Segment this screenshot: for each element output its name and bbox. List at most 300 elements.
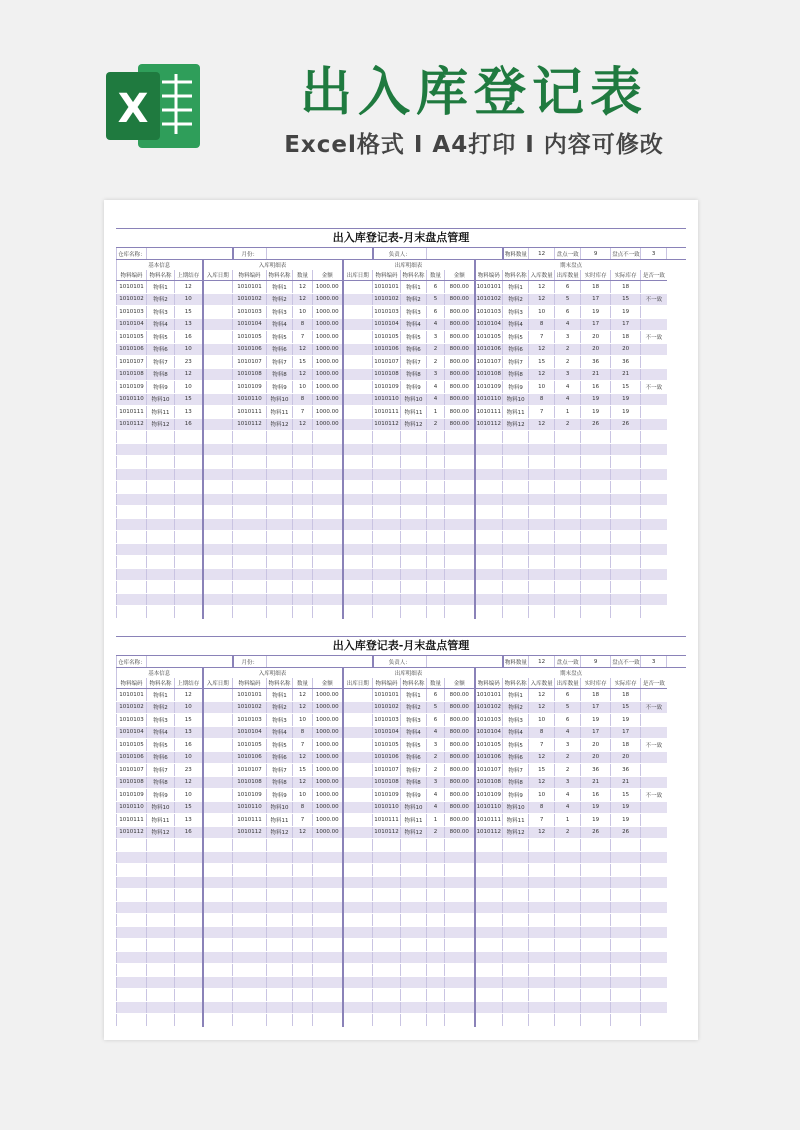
table-cell[interactable]: 1010107	[475, 356, 503, 369]
table-cell[interactable]: 物料5	[147, 331, 175, 344]
empty-cell[interactable]	[445, 443, 475, 456]
table-cell[interactable]: 1010104	[233, 726, 267, 739]
empty-cell[interactable]	[373, 889, 401, 902]
table-cell[interactable]: 12	[529, 689, 555, 702]
empty-cell[interactable]	[445, 889, 475, 902]
empty-cell[interactable]	[267, 1001, 293, 1014]
empty-cell[interactable]	[233, 964, 267, 977]
table-cell[interactable]: 12	[529, 776, 555, 789]
empty-cell[interactable]	[475, 989, 503, 1002]
empty-cell[interactable]	[343, 914, 373, 927]
empty-cell[interactable]	[203, 493, 233, 506]
empty-cell[interactable]	[117, 976, 147, 989]
empty-cell[interactable]	[147, 989, 175, 1002]
month-value[interactable]	[267, 656, 373, 668]
empty-cell[interactable]	[233, 543, 267, 556]
table-cell[interactable]: 19	[611, 393, 641, 406]
empty-cell[interactable]	[233, 1001, 267, 1014]
table-cell[interactable]: 16	[581, 789, 611, 802]
table-cell[interactable]: 物料6	[147, 751, 175, 764]
empty-cell[interactable]	[581, 606, 611, 619]
empty-cell[interactable]	[203, 456, 233, 469]
table-cell[interactable]: 1010101	[373, 689, 401, 702]
empty-cell[interactable]	[147, 568, 175, 581]
empty-cell[interactable]	[203, 468, 233, 481]
empty-cell[interactable]	[475, 839, 503, 852]
table-cell[interactable]: 1000.00	[313, 751, 343, 764]
empty-cell[interactable]	[233, 468, 267, 481]
empty-cell[interactable]	[427, 951, 445, 964]
table-cell[interactable]: 物料10	[401, 393, 427, 406]
empty-cell[interactable]	[373, 593, 401, 606]
empty-cell[interactable]	[555, 864, 581, 877]
empty-cell[interactable]	[175, 581, 203, 594]
empty-cell[interactable]	[343, 556, 373, 569]
empty-cell[interactable]	[117, 543, 147, 556]
table-cell[interactable]: 800.00	[445, 776, 475, 789]
table-cell[interactable]	[343, 418, 373, 431]
table-cell[interactable]: 物料9	[503, 789, 529, 802]
empty-cell[interactable]	[503, 593, 529, 606]
table-cell[interactable]: 1010111	[117, 406, 147, 419]
table-cell[interactable]: 1010101	[233, 689, 267, 702]
table-cell[interactable]: 物料4	[401, 318, 427, 331]
empty-cell[interactable]	[233, 939, 267, 952]
empty-cell[interactable]	[117, 556, 147, 569]
table-cell[interactable]	[343, 726, 373, 739]
empty-cell[interactable]	[581, 889, 611, 902]
empty-cell[interactable]	[427, 431, 445, 444]
empty-cell[interactable]	[401, 443, 427, 456]
empty-cell[interactable]	[313, 456, 343, 469]
empty-cell[interactable]	[529, 989, 555, 1002]
empty-cell[interactable]	[427, 481, 445, 494]
table-cell[interactable]: 1010112	[233, 418, 267, 431]
table-cell[interactable]: 1000.00	[313, 318, 343, 331]
table-cell[interactable]: 物料9	[401, 789, 427, 802]
empty-cell[interactable]	[529, 518, 555, 531]
table-cell[interactable]: 1000.00	[313, 356, 343, 369]
empty-cell[interactable]	[147, 901, 175, 914]
empty-cell[interactable]	[203, 518, 233, 531]
empty-cell[interactable]	[555, 951, 581, 964]
empty-cell[interactable]	[343, 543, 373, 556]
table-cell[interactable]: 物料5	[401, 739, 427, 752]
empty-cell[interactable]	[445, 531, 475, 544]
table-cell[interactable]: 2	[555, 343, 581, 356]
table-cell[interactable]: 15	[611, 293, 641, 306]
empty-cell[interactable]	[427, 839, 445, 852]
table-cell[interactable]: 物料11	[267, 406, 293, 419]
table-cell[interactable]: 16	[175, 418, 203, 431]
empty-cell[interactable]	[203, 443, 233, 456]
empty-cell[interactable]	[611, 939, 641, 952]
empty-cell[interactable]	[313, 889, 343, 902]
empty-cell[interactable]	[401, 839, 427, 852]
empty-cell[interactable]	[373, 468, 401, 481]
empty-cell[interactable]	[203, 851, 233, 864]
table-cell[interactable]	[203, 776, 233, 789]
empty-cell[interactable]	[475, 456, 503, 469]
empty-cell[interactable]	[401, 939, 427, 952]
table-cell[interactable]: 物料7	[503, 764, 529, 777]
empty-cell[interactable]	[147, 964, 175, 977]
empty-cell[interactable]	[203, 876, 233, 889]
table-cell[interactable]: 2	[555, 418, 581, 431]
empty-cell[interactable]	[503, 901, 529, 914]
table-cell[interactable]	[343, 368, 373, 381]
empty-cell[interactable]	[611, 914, 641, 927]
empty-cell[interactable]	[313, 939, 343, 952]
empty-cell[interactable]	[313, 914, 343, 927]
empty-cell[interactable]	[267, 839, 293, 852]
empty-cell[interactable]	[641, 976, 667, 989]
table-cell[interactable]	[203, 281, 233, 294]
empty-cell[interactable]	[401, 951, 427, 964]
table-cell[interactable]: 物料5	[147, 739, 175, 752]
empty-cell[interactable]	[293, 939, 313, 952]
empty-cell[interactable]	[175, 568, 203, 581]
table-cell[interactable]	[641, 418, 667, 431]
table-cell[interactable]: 4	[555, 726, 581, 739]
table-cell[interactable]: 物料11	[401, 814, 427, 827]
table-cell[interactable]: 6	[427, 689, 445, 702]
empty-cell[interactable]	[373, 839, 401, 852]
table-cell[interactable]: 物料11	[267, 814, 293, 827]
empty-cell[interactable]	[343, 864, 373, 877]
empty-cell[interactable]	[343, 443, 373, 456]
table-cell[interactable]: 物料3	[147, 714, 175, 727]
table-cell[interactable]: 12	[175, 281, 203, 294]
empty-cell[interactable]	[641, 864, 667, 877]
empty-cell[interactable]	[555, 901, 581, 914]
empty-cell[interactable]	[233, 926, 267, 939]
table-cell[interactable]: 物料7	[267, 764, 293, 777]
empty-cell[interactable]	[529, 456, 555, 469]
empty-cell[interactable]	[175, 1014, 203, 1027]
empty-cell[interactable]	[529, 1001, 555, 1014]
table-cell[interactable]: 12	[293, 826, 313, 839]
table-cell[interactable]: 1010110	[475, 801, 503, 814]
table-cell[interactable]: 1010102	[475, 293, 503, 306]
table-cell[interactable]: 1010108	[373, 776, 401, 789]
table-cell[interactable]: 1010110	[233, 393, 267, 406]
empty-cell[interactable]	[373, 864, 401, 877]
table-cell[interactable]: 1000.00	[313, 689, 343, 702]
table-cell[interactable]: 4	[555, 789, 581, 802]
empty-cell[interactable]	[641, 531, 667, 544]
empty-cell[interactable]	[373, 914, 401, 927]
empty-cell[interactable]	[641, 468, 667, 481]
table-cell[interactable]: 10	[293, 381, 313, 394]
empty-cell[interactable]	[313, 518, 343, 531]
empty-cell[interactable]	[427, 493, 445, 506]
table-cell[interactable]: 800.00	[445, 356, 475, 369]
empty-cell[interactable]	[203, 1001, 233, 1014]
table-cell[interactable]: 物料2	[267, 293, 293, 306]
table-cell[interactable]: 1000.00	[313, 331, 343, 344]
table-cell[interactable]	[203, 826, 233, 839]
table-cell[interactable]: 19	[581, 801, 611, 814]
table-cell[interactable]: 1010102	[373, 701, 401, 714]
empty-cell[interactable]	[445, 468, 475, 481]
table-cell[interactable]: 3	[555, 776, 581, 789]
empty-cell[interactable]	[581, 914, 611, 927]
table-cell[interactable]: 4	[427, 393, 445, 406]
empty-cell[interactable]	[641, 456, 667, 469]
table-cell[interactable]: 12	[175, 368, 203, 381]
empty-cell[interactable]	[401, 581, 427, 594]
empty-cell[interactable]	[175, 914, 203, 927]
table-cell[interactable]: 12	[529, 343, 555, 356]
empty-cell[interactable]	[343, 989, 373, 1002]
table-cell[interactable]: 物料12	[503, 418, 529, 431]
table-cell[interactable]: 4	[427, 789, 445, 802]
empty-cell[interactable]	[175, 889, 203, 902]
empty-cell[interactable]	[343, 606, 373, 619]
empty-cell[interactable]	[611, 443, 641, 456]
empty-cell[interactable]	[581, 1001, 611, 1014]
table-cell[interactable]: 26	[611, 418, 641, 431]
empty-cell[interactable]	[313, 976, 343, 989]
empty-cell[interactable]	[555, 443, 581, 456]
table-cell[interactable]: 物料11	[503, 814, 529, 827]
table-cell[interactable]: 物料8	[147, 368, 175, 381]
empty-cell[interactable]	[117, 951, 147, 964]
table-cell[interactable]: 1000.00	[313, 418, 343, 431]
empty-cell[interactable]	[503, 951, 529, 964]
table-cell[interactable]: 物料6	[503, 751, 529, 764]
table-cell[interactable]: 5	[555, 293, 581, 306]
empty-cell[interactable]	[203, 606, 233, 619]
empty-cell[interactable]	[175, 901, 203, 914]
empty-cell[interactable]	[427, 926, 445, 939]
empty-cell[interactable]	[475, 926, 503, 939]
table-cell[interactable]: 1010109	[233, 789, 267, 802]
empty-cell[interactable]	[401, 976, 427, 989]
table-cell[interactable]	[641, 814, 667, 827]
empty-cell[interactable]	[147, 443, 175, 456]
empty-cell[interactable]	[529, 851, 555, 864]
empty-cell[interactable]	[117, 889, 147, 902]
table-cell[interactable]	[203, 393, 233, 406]
table-cell[interactable]: 物料10	[503, 393, 529, 406]
empty-cell[interactable]	[267, 989, 293, 1002]
empty-cell[interactable]	[147, 976, 175, 989]
empty-cell[interactable]	[267, 493, 293, 506]
table-cell[interactable]: 12	[293, 776, 313, 789]
empty-cell[interactable]	[445, 976, 475, 989]
empty-cell[interactable]	[147, 839, 175, 852]
table-cell[interactable]	[641, 281, 667, 294]
table-cell[interactable]: 物料9	[147, 381, 175, 394]
table-cell[interactable]: 15	[175, 714, 203, 727]
table-cell[interactable]: 12	[293, 293, 313, 306]
empty-cell[interactable]	[555, 989, 581, 1002]
empty-cell[interactable]	[373, 443, 401, 456]
table-cell[interactable]: 1010106	[475, 343, 503, 356]
table-cell[interactable]: 1010101	[475, 689, 503, 702]
empty-cell[interactable]	[529, 531, 555, 544]
empty-cell[interactable]	[611, 889, 641, 902]
table-cell[interactable]: 物料10	[147, 393, 175, 406]
empty-cell[interactable]	[175, 876, 203, 889]
table-cell[interactable]: 1010105	[373, 331, 401, 344]
table-cell[interactable]: 1010107	[233, 356, 267, 369]
empty-cell[interactable]	[581, 901, 611, 914]
empty-cell[interactable]	[529, 543, 555, 556]
empty-cell[interactable]	[555, 543, 581, 556]
table-cell[interactable]: 1000.00	[313, 406, 343, 419]
empty-cell[interactable]	[267, 939, 293, 952]
table-cell[interactable]: 6	[555, 281, 581, 294]
empty-cell[interactable]	[529, 431, 555, 444]
table-cell[interactable]: 6	[555, 306, 581, 319]
empty-cell[interactable]	[175, 518, 203, 531]
table-cell[interactable]	[203, 789, 233, 802]
empty-cell[interactable]	[641, 493, 667, 506]
empty-cell[interactable]	[233, 506, 267, 519]
table-cell[interactable]: 15	[611, 381, 641, 394]
table-cell[interactable]: 1010106	[117, 751, 147, 764]
table-cell[interactable]: 800.00	[445, 764, 475, 777]
empty-cell[interactable]	[267, 606, 293, 619]
empty-cell[interactable]	[267, 864, 293, 877]
empty-cell[interactable]	[117, 876, 147, 889]
table-cell[interactable]: 1010111	[373, 814, 401, 827]
table-cell[interactable]: 物料11	[147, 406, 175, 419]
empty-cell[interactable]	[175, 851, 203, 864]
table-cell[interactable]: 不一致	[641, 331, 667, 344]
table-cell[interactable]: 10	[293, 714, 313, 727]
empty-cell[interactable]	[445, 851, 475, 864]
empty-cell[interactable]	[475, 531, 503, 544]
table-cell[interactable]: 12	[293, 368, 313, 381]
table-cell[interactable]: 16	[175, 739, 203, 752]
table-cell[interactable]	[343, 318, 373, 331]
table-cell[interactable]: 物料4	[147, 318, 175, 331]
empty-cell[interactable]	[401, 864, 427, 877]
table-cell[interactable]: 物料12	[267, 826, 293, 839]
table-cell[interactable]: 1010112	[373, 826, 401, 839]
table-cell[interactable]	[343, 826, 373, 839]
empty-cell[interactable]	[293, 581, 313, 594]
table-cell[interactable]: 1010103	[373, 714, 401, 727]
empty-cell[interactable]	[343, 876, 373, 889]
table-cell[interactable]: 1000.00	[313, 739, 343, 752]
empty-cell[interactable]	[445, 556, 475, 569]
table-cell[interactable]: 物料5	[503, 331, 529, 344]
table-cell[interactable]	[343, 751, 373, 764]
empty-cell[interactable]	[203, 431, 233, 444]
table-cell[interactable]: 23	[175, 764, 203, 777]
empty-cell[interactable]	[233, 481, 267, 494]
table-cell[interactable]: 800.00	[445, 814, 475, 827]
table-cell[interactable]: 15	[175, 306, 203, 319]
empty-cell[interactable]	[203, 951, 233, 964]
table-cell[interactable]: 1010102	[373, 293, 401, 306]
table-cell[interactable]: 2	[555, 826, 581, 839]
empty-cell[interactable]	[117, 1001, 147, 1014]
table-cell[interactable]: 1010103	[233, 306, 267, 319]
table-cell[interactable]: 19	[611, 714, 641, 727]
empty-cell[interactable]	[147, 889, 175, 902]
table-cell[interactable]: 1010107	[475, 764, 503, 777]
table-cell[interactable]: 1010108	[475, 776, 503, 789]
empty-cell[interactable]	[581, 876, 611, 889]
empty-cell[interactable]	[203, 593, 233, 606]
empty-cell[interactable]	[293, 606, 313, 619]
empty-cell[interactable]	[343, 889, 373, 902]
empty-cell[interactable]	[529, 889, 555, 902]
empty-cell[interactable]	[373, 926, 401, 939]
table-cell[interactable]: 800.00	[445, 306, 475, 319]
empty-cell[interactable]	[175, 976, 203, 989]
table-cell[interactable]: 物料10	[401, 801, 427, 814]
table-cell[interactable]	[343, 293, 373, 306]
empty-cell[interactable]	[641, 431, 667, 444]
empty-cell[interactable]	[401, 964, 427, 977]
table-cell[interactable]	[641, 726, 667, 739]
table-cell[interactable]: 1010102	[233, 293, 267, 306]
empty-cell[interactable]	[233, 989, 267, 1002]
empty-cell[interactable]	[475, 493, 503, 506]
empty-cell[interactable]	[293, 839, 313, 852]
empty-cell[interactable]	[313, 506, 343, 519]
table-cell[interactable]	[343, 381, 373, 394]
table-cell[interactable]: 物料1	[147, 689, 175, 702]
empty-cell[interactable]	[401, 481, 427, 494]
empty-cell[interactable]	[117, 443, 147, 456]
table-cell[interactable]	[203, 306, 233, 319]
table-cell[interactable]: 7	[529, 739, 555, 752]
table-cell[interactable]: 物料8	[147, 776, 175, 789]
empty-cell[interactable]	[203, 581, 233, 594]
table-cell[interactable]: 10	[175, 701, 203, 714]
table-cell[interactable]	[203, 318, 233, 331]
table-cell[interactable]: 18	[581, 689, 611, 702]
empty-cell[interactable]	[343, 431, 373, 444]
table-cell[interactable]: 1010104	[117, 318, 147, 331]
table-cell[interactable]: 1010110	[233, 801, 267, 814]
table-cell[interactable]: 物料4	[401, 726, 427, 739]
table-cell[interactable]: 1000.00	[313, 814, 343, 827]
empty-cell[interactable]	[555, 506, 581, 519]
table-cell[interactable]: 1010109	[233, 381, 267, 394]
table-cell[interactable]: 7	[293, 406, 313, 419]
table-cell[interactable]: 6	[555, 689, 581, 702]
table-cell[interactable]: 12	[529, 418, 555, 431]
table-cell[interactable]	[641, 801, 667, 814]
empty-cell[interactable]	[401, 456, 427, 469]
table-cell[interactable]: 物料9	[147, 789, 175, 802]
table-cell[interactable]: 1010102	[233, 701, 267, 714]
empty-cell[interactable]	[503, 889, 529, 902]
table-cell[interactable]: 1010103	[117, 714, 147, 727]
table-cell[interactable]: 8	[293, 726, 313, 739]
empty-cell[interactable]	[611, 964, 641, 977]
empty-cell[interactable]	[175, 939, 203, 952]
empty-cell[interactable]	[267, 518, 293, 531]
empty-cell[interactable]	[641, 543, 667, 556]
empty-cell[interactable]	[475, 951, 503, 964]
table-cell[interactable]: 不一致	[641, 789, 667, 802]
table-cell[interactable]: 1000.00	[313, 726, 343, 739]
table-cell[interactable]: 18	[611, 331, 641, 344]
empty-cell[interactable]	[267, 964, 293, 977]
empty-cell[interactable]	[529, 976, 555, 989]
table-cell[interactable]: 800.00	[445, 714, 475, 727]
